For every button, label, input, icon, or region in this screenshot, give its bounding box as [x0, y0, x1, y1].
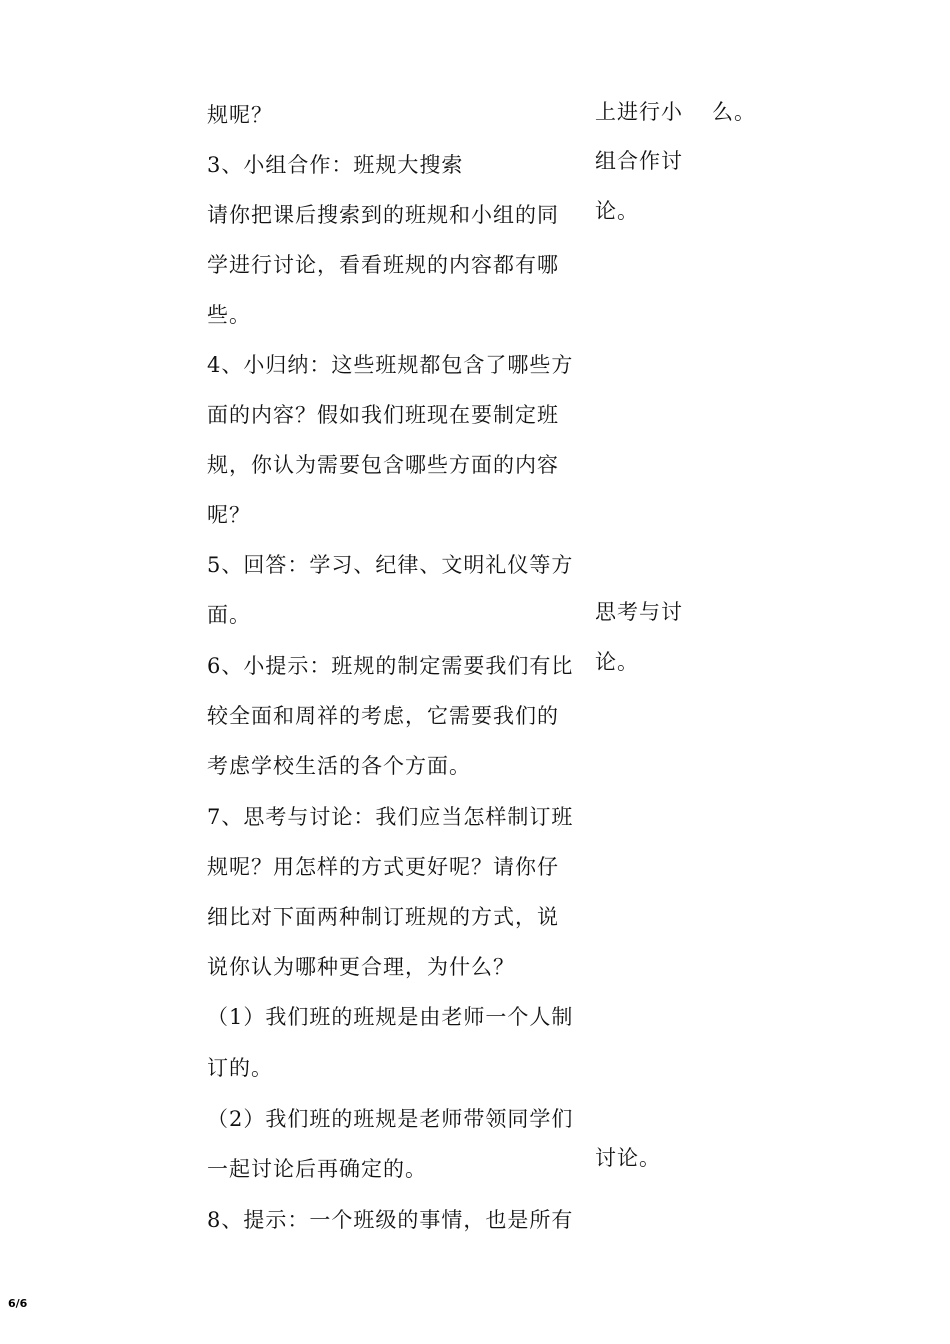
activity-line: 论。	[595, 199, 639, 223]
activity-line: 组合作讨	[595, 149, 683, 173]
activity-line: 论。	[595, 650, 639, 674]
activity-line: 思考与讨	[595, 600, 683, 624]
text-line: 6、小提示：班规的制定需要我们有比	[207, 654, 574, 678]
text-line: 规呢？	[207, 103, 273, 127]
text-line: 呢？	[207, 503, 251, 527]
text-line: 5、回答：学习、纪律、文明礼仪等方	[207, 553, 574, 577]
text-line: 请你把课后搜索到的班规和小组的同	[207, 203, 559, 227]
text-line: 一起讨论后再确定的。	[207, 1157, 427, 1181]
text-line: 订的。	[207, 1056, 273, 1080]
text-line: 考虑学校生活的各个方面。	[207, 754, 471, 778]
text-line: 面。	[207, 603, 251, 627]
intent-line: 么。	[712, 100, 756, 124]
text-line: 4、小归纳：这些班规都包含了哪些方	[207, 353, 574, 377]
activity-line: 讨论。	[595, 1146, 661, 1170]
text-line: 8、提示：一个班级的事情，也是所有	[207, 1208, 574, 1232]
page-number: 6/6	[8, 1297, 28, 1310]
text-line: （2）我们班的班规是老师带领同学们	[207, 1107, 574, 1131]
text-line: 些。	[207, 303, 251, 327]
text-line: 3、小组合作：班规大搜索	[207, 153, 464, 177]
text-line: 较全面和周祥的考虑，它需要我们的	[207, 704, 559, 728]
text-line: 说你认为哪种更合理，为什么？	[207, 955, 515, 979]
text-line: （1）我们班的班规是由老师一个人制	[207, 1005, 574, 1029]
text-line: 细比对下面两种制订班规的方式，说	[207, 905, 559, 929]
text-line: 规呢？用怎样的方式更好呢？请你仔	[207, 855, 559, 879]
text-line: 规，你认为需要包含哪些方面的内容	[207, 453, 559, 477]
text-line: 7、思考与讨论：我们应当怎样制订班	[207, 805, 574, 829]
activity-line: 上进行小	[595, 100, 683, 124]
text-line: 面的内容？假如我们班现在要制定班	[207, 403, 559, 427]
text-line: 学进行讨论，看看班规的内容都有哪	[207, 253, 559, 277]
